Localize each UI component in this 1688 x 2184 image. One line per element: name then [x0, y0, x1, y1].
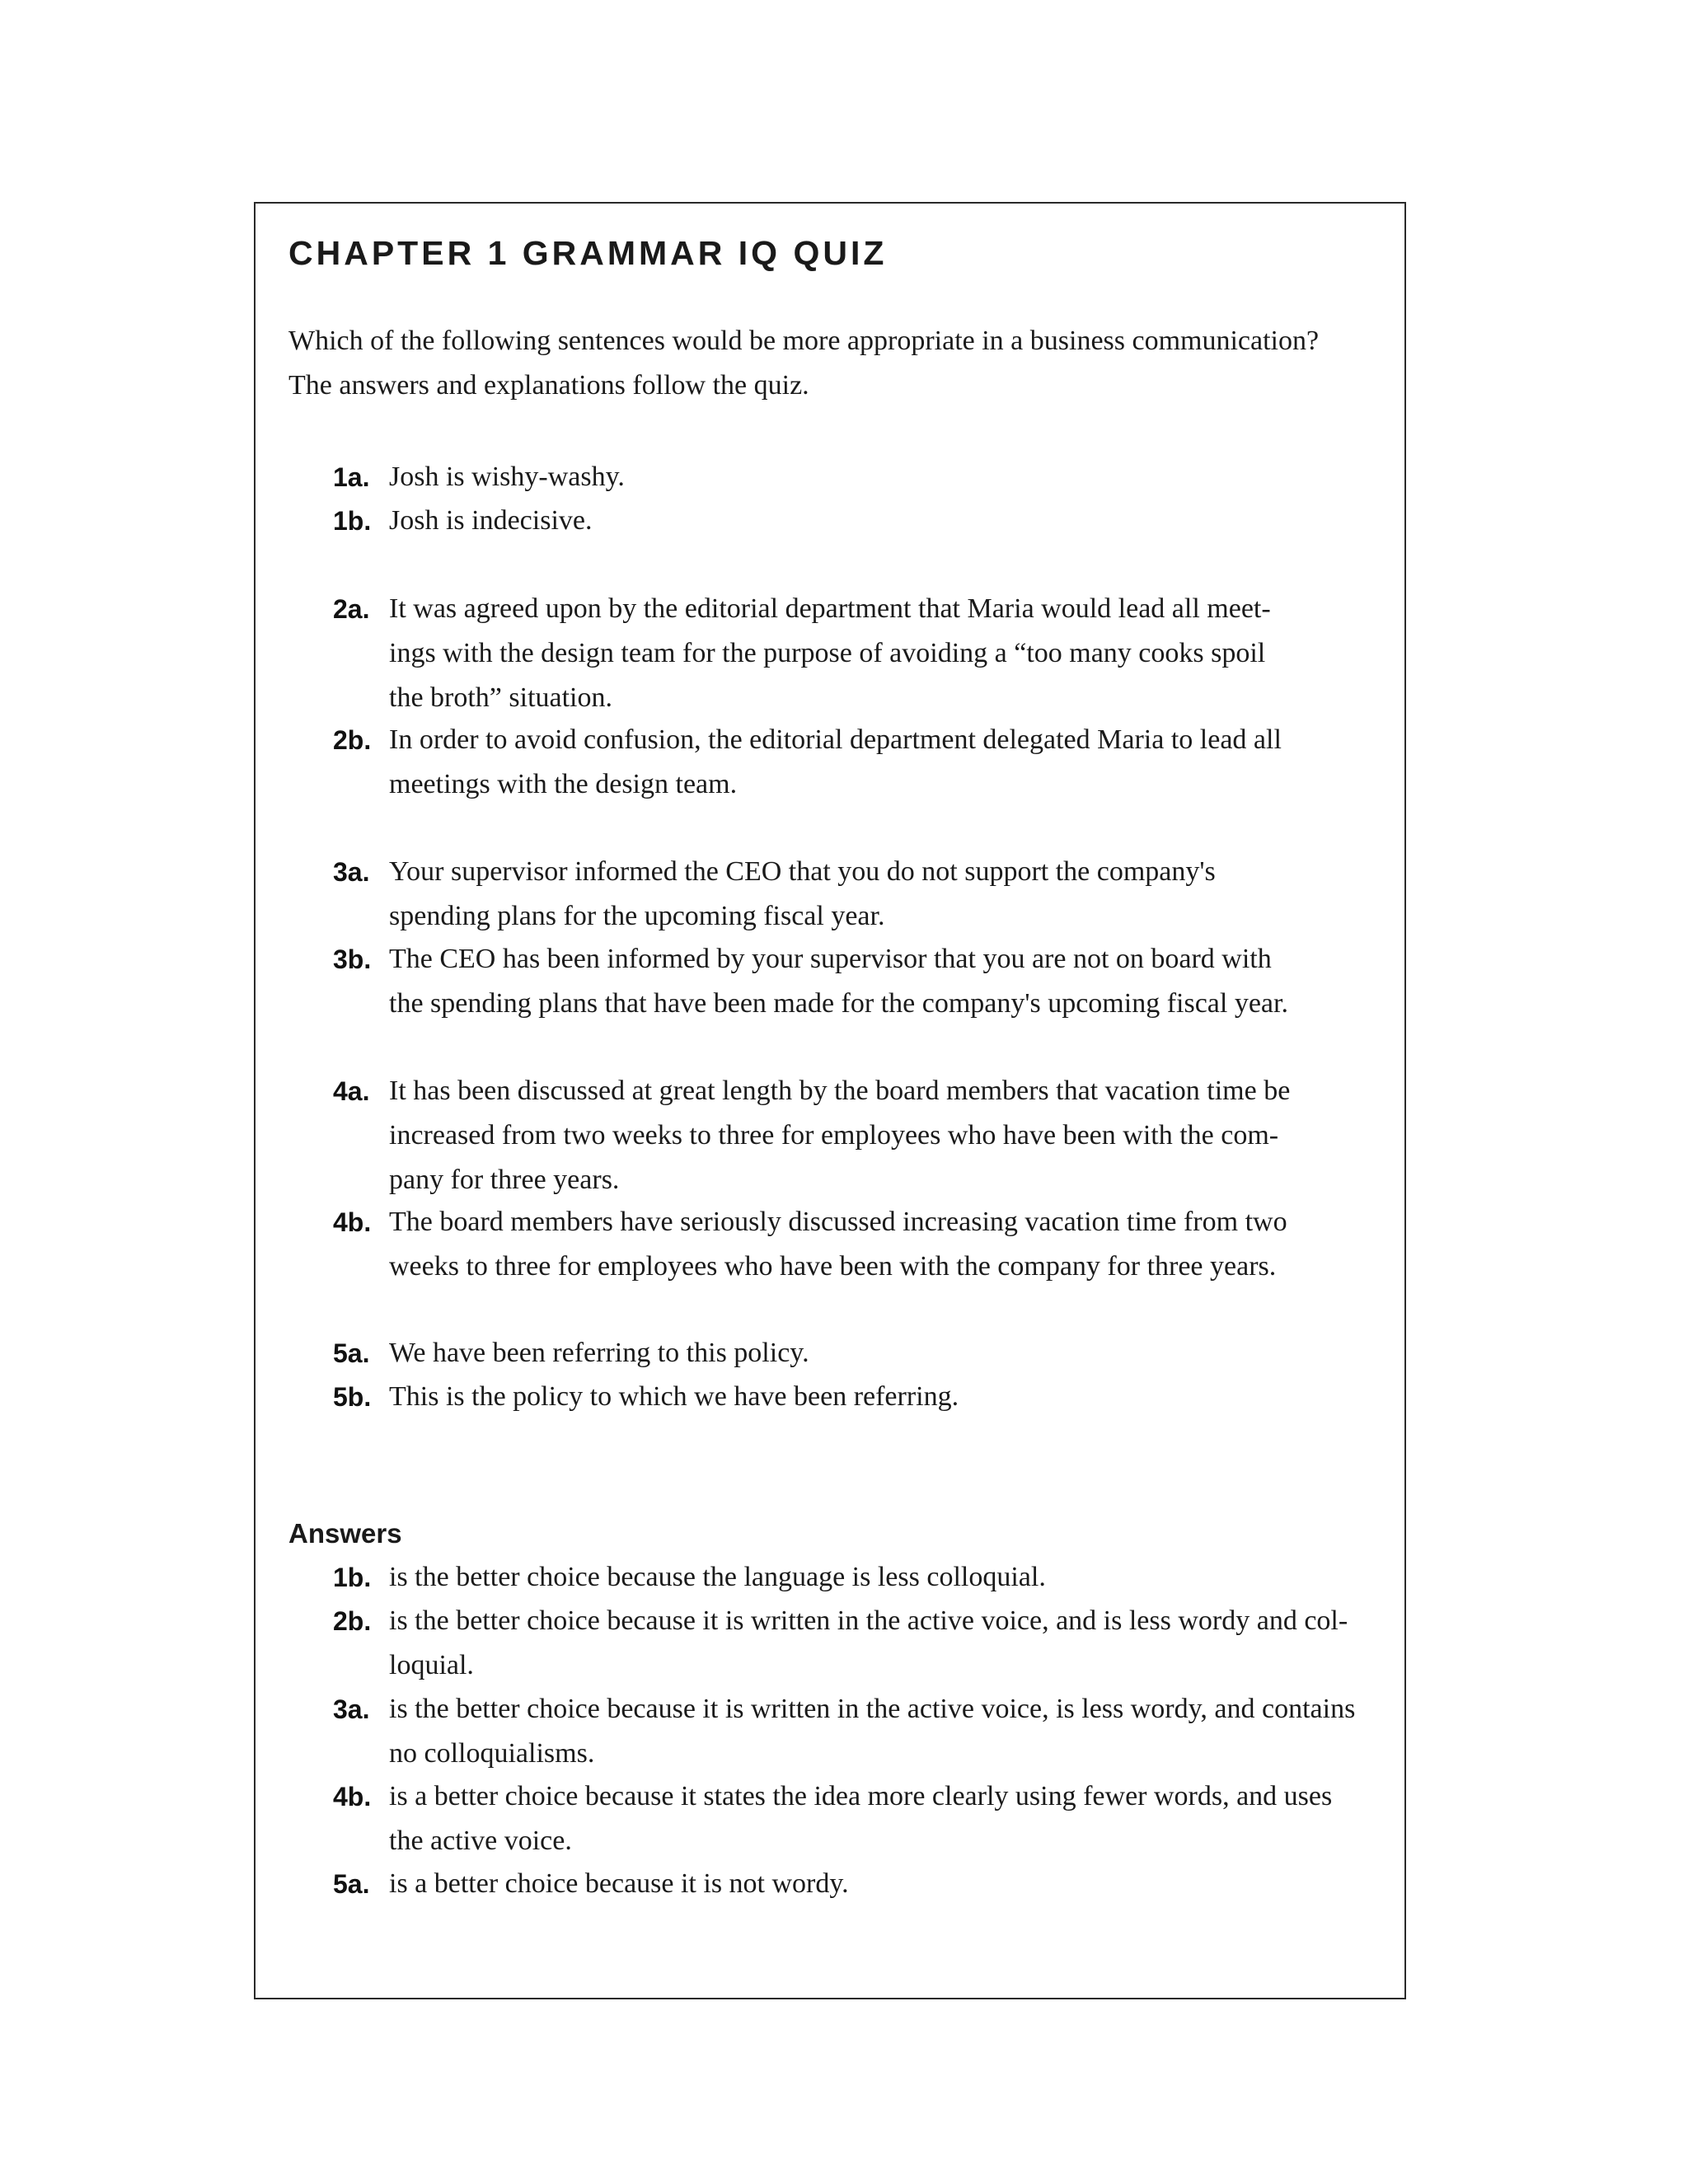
question-text: We have been referring to this policy.	[389, 1338, 809, 1368]
question-label: 1b.	[333, 506, 372, 536]
answer-label: 5a.	[333, 1869, 370, 1899]
answer-text: is the better choice because it is written in the active voice, is less wordy, and contains no colloquialisms.	[389, 1694, 1356, 1769]
answer-text: is the better choice because the language is less colloquial.	[389, 1562, 1046, 1592]
question-label: 2a.	[333, 594, 370, 624]
question-label: 5b.	[333, 1382, 372, 1412]
question-label: 3b.	[333, 944, 372, 974]
question-text: It was agreed upon by the editorial department that Maria would lead all meet- ings with the design team for the purpose of avoiding a “too many cooks spoil the broth” situation.	[389, 593, 1271, 713]
question-3a	[333, 850, 1372, 939]
question-text: The board members have seriously discussed increasing vacation time from two weeks to three for employees who have been with the company for three years.	[389, 1207, 1287, 1282]
question-5a	[333, 1331, 1372, 1376]
answer-label: 3a.	[333, 1694, 370, 1724]
answer-1b	[333, 1555, 1372, 1600]
question-4a	[333, 1069, 1372, 1202]
answer-text: is the better choice because it is written in the active voice, and is less wordy and col- loquial.	[389, 1605, 1348, 1680]
quiz-box	[254, 202, 1406, 1999]
quiz-intro: Which of the following sentences would be more appropriate in a business communication? The answers and explanations follow the quiz.	[288, 326, 1320, 401]
question-text: This is the policy to which we have been referring.	[389, 1381, 959, 1412]
question-1a	[333, 455, 1372, 499]
answer-label: 2b.	[333, 1606, 372, 1636]
question-3b	[333, 937, 1372, 1026]
answer-label: 1b.	[333, 1563, 372, 1592]
question-text: The CEO has been informed by your supervisor that you are not on board with the spending plans that have been made for the company's upcoming fiscal year.	[389, 944, 1288, 1019]
question-text: In order to avoid confusion, the editorial department delegated Maria to lead all meetings with the design team.	[389, 724, 1282, 799]
answer-label: 4b.	[333, 1782, 372, 1811]
question-label: 3a.	[333, 857, 370, 887]
question-text: It has been discussed at great length by the board members that vacation time be increased from two weeks to three for employees who have been with the com- pany for three years.	[389, 1076, 1291, 1195]
question-label: 4a.	[333, 1076, 370, 1106]
question-5b	[333, 1375, 1372, 1419]
question-2b	[333, 718, 1372, 807]
question-label: 1a.	[333, 462, 370, 492]
question-4b	[333, 1200, 1372, 1289]
question-text: Josh is wishy-washy.	[389, 462, 625, 492]
question-label: 4b.	[333, 1207, 372, 1237]
answer-3a	[333, 1687, 1372, 1776]
question-label: 2b.	[333, 725, 372, 755]
quiz-title: CHAPTER 1 GRAMMAR IQ QUIZ	[288, 234, 888, 272]
answer-5a	[333, 1862, 1372, 1906]
question-text: Your supervisor informed the CEO that you do not support the company's spending plans for the upcoming fiscal year.	[389, 856, 1216, 931]
answer-2b	[333, 1599, 1372, 1688]
answer-4b	[333, 1774, 1372, 1863]
answer-text: is a better choice because it is not wordy.	[389, 1868, 849, 1899]
question-1b	[333, 499, 1372, 543]
question-text: Josh is indecisive.	[389, 505, 593, 536]
question-label: 5a.	[333, 1338, 370, 1368]
answers-heading: Answers	[288, 1518, 402, 1549]
question-2a	[333, 587, 1372, 720]
answer-text: is a better choice because it states the idea more clearly using fewer words, and uses the active voice.	[389, 1781, 1333, 1856]
